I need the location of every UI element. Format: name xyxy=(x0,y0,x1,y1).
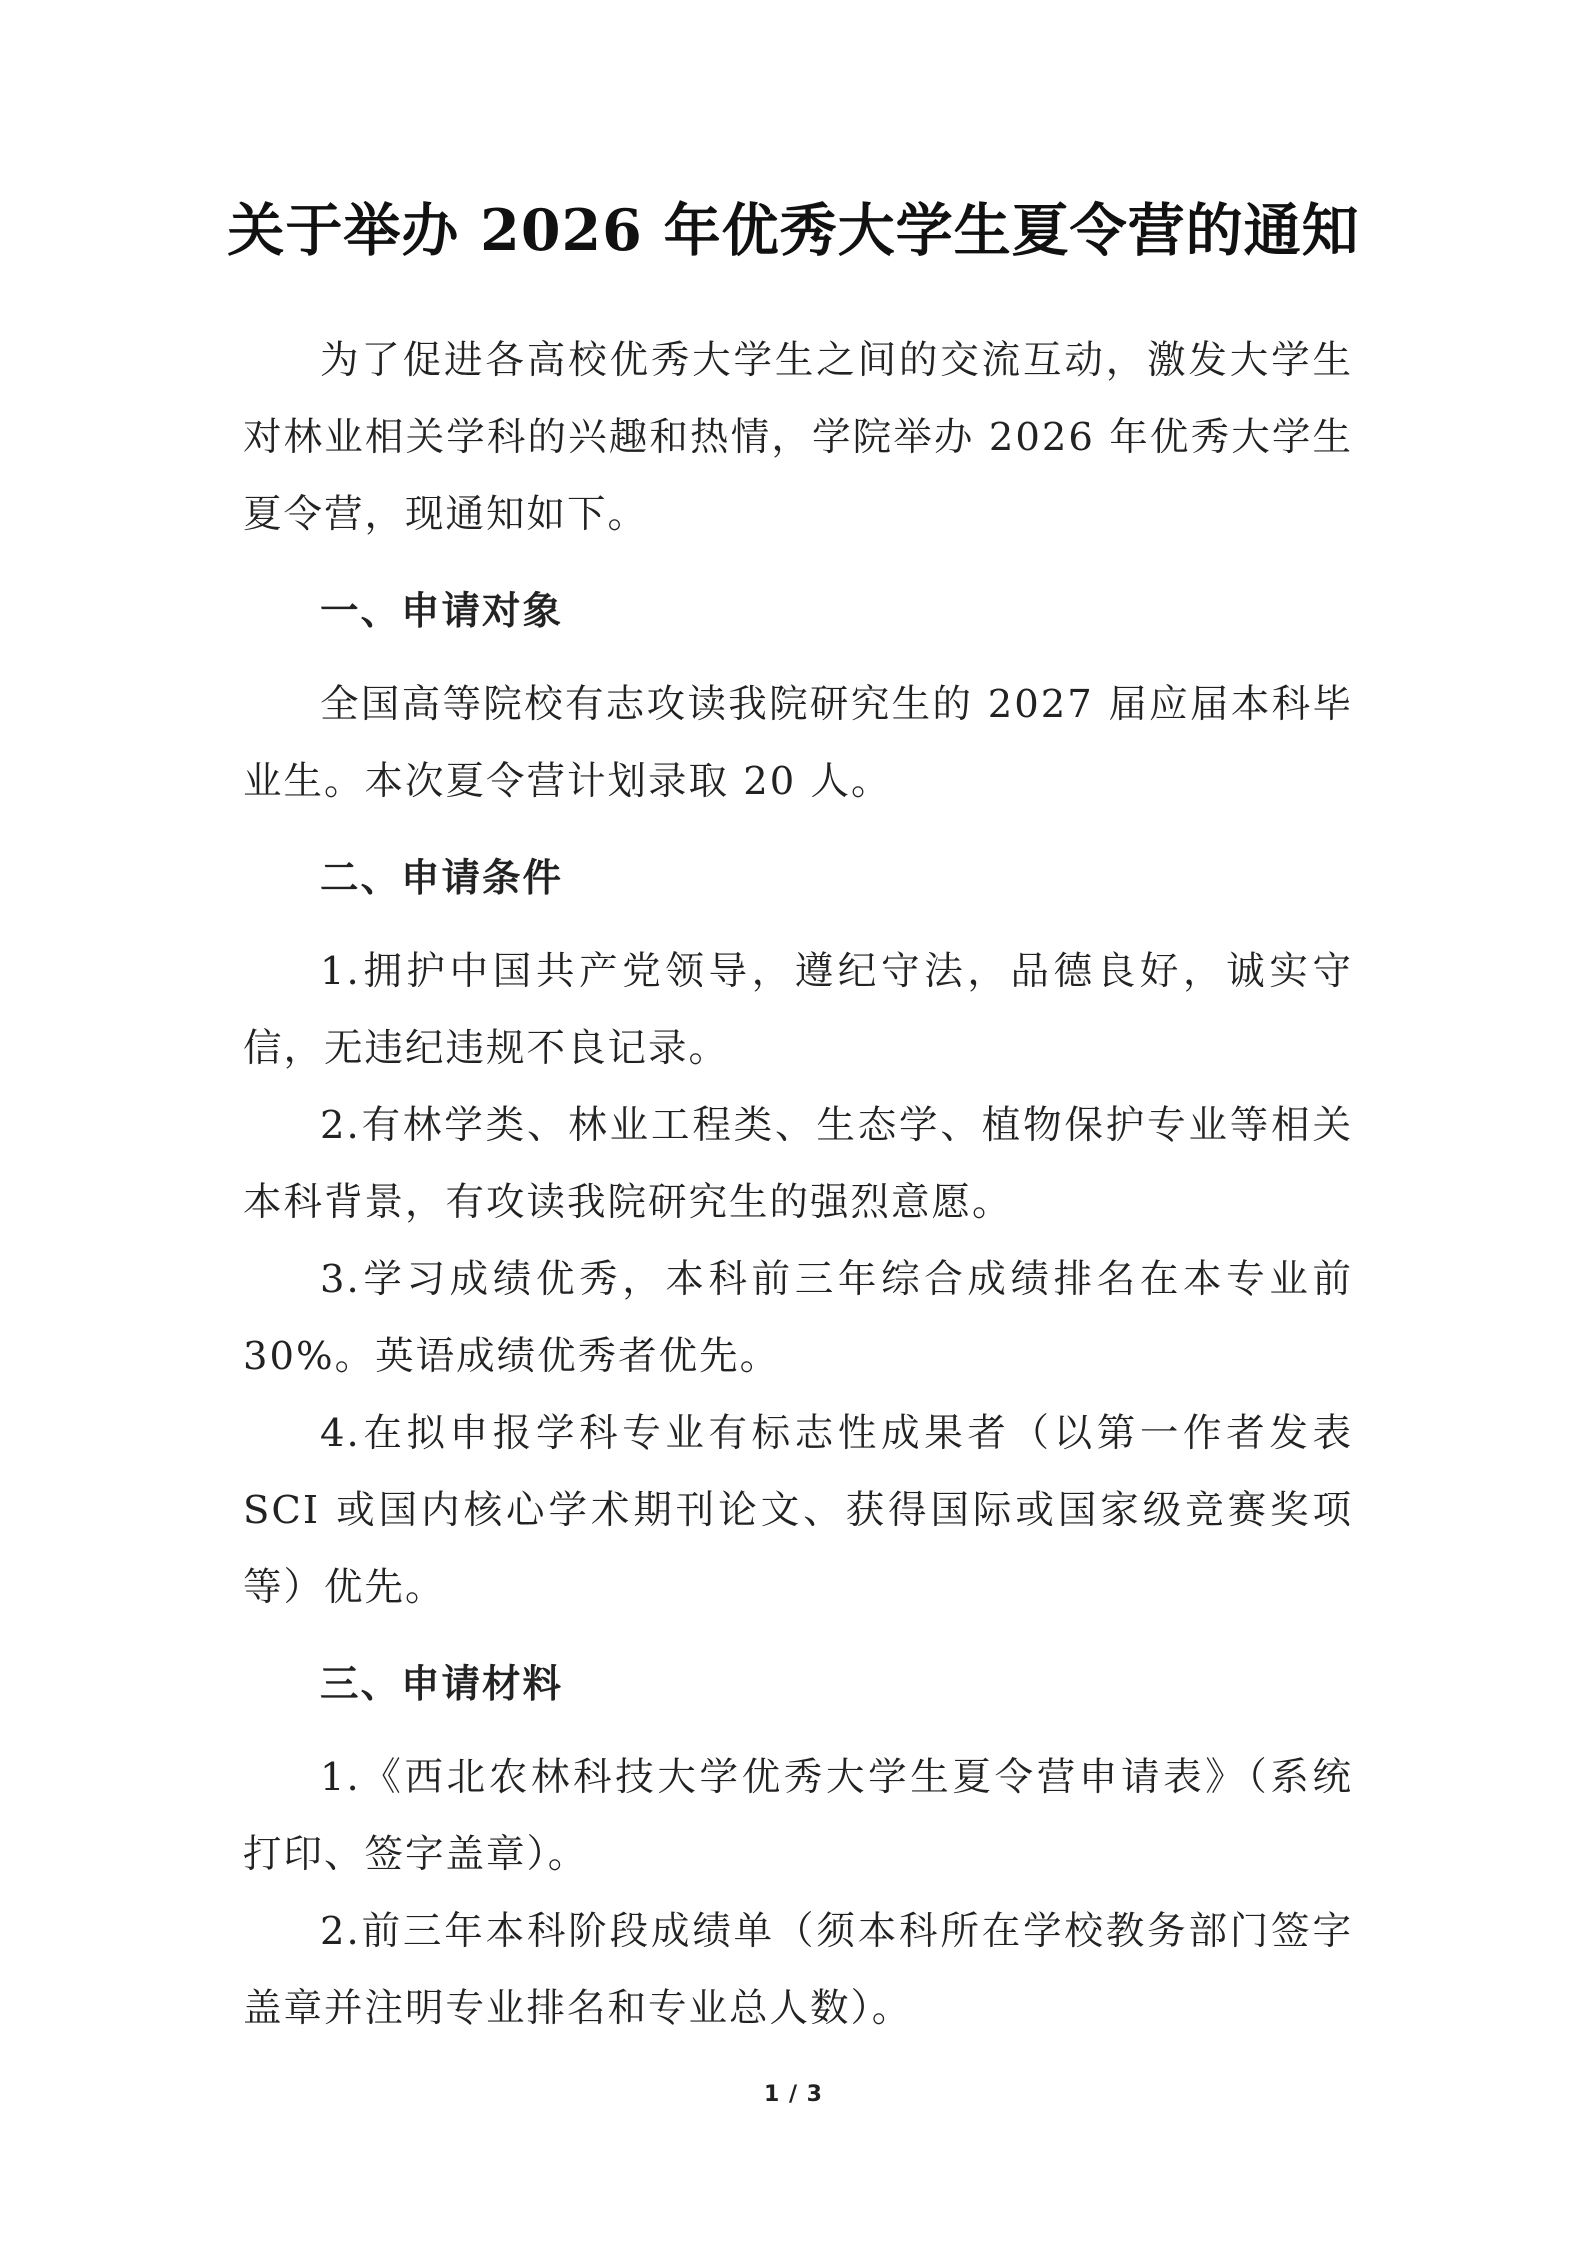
document-body xyxy=(243,322,1353,2047)
section-heading-conditions: 二、申请条件 xyxy=(320,856,564,901)
page-number: 1 / 3 xyxy=(764,2082,823,2107)
applicants-paragraph: 全国高等院校有志攻读我院研究生的 2027 届应届本科毕业生。本次夏令营计划录取 20 人。 xyxy=(243,682,1353,804)
condition-item-3: 3.学习成绩优秀，本科前三年综合成绩排名在本专业前 30%。英语成绩优秀者优先。 xyxy=(243,1257,1353,1379)
condition-item-2: 2.有林学类、林业工程类、生态学、植物保护专业等相关本科背景，有攻读我院研究生的强烈意愿。 xyxy=(243,1103,1353,1225)
material-item-2: 2.前三年本科阶段成绩单（须本科所在学校教务部门签字盖章并注明专业排名和专业总人数）。 xyxy=(243,1909,1353,2031)
section-heading-applicants: 一、申请对象 xyxy=(320,589,564,634)
condition-item-1: 1.拥护中国共产党领导，遵纪守法，品德良好，诚实守信，无违纪违规不良记录。 xyxy=(243,949,1353,1071)
material-item-1: 1.《西北农林科技大学优秀大学生夏令营申请表》（系统打印、签字盖章）。 xyxy=(243,1755,1353,1877)
intro-paragraph: 为了促进各高校优秀大学生之间的交流互动，激发大学生对林业相关学科的兴趣和热情，学院举办 2026 年优秀大学生夏令营，现通知如下。 xyxy=(243,338,1353,537)
document-title: 关于举办 2026 年优秀大学生夏令营的通知 xyxy=(227,197,1360,264)
section-heading-materials: 三、申请材料 xyxy=(320,1662,564,1707)
condition-item-4: 4.在拟申报学科专业有标志性成果者（以第一作者发表 SCI 或国内核心学术期刊论文、获得国际或国家级竞赛奖项等）优先。 xyxy=(243,1411,1353,1610)
